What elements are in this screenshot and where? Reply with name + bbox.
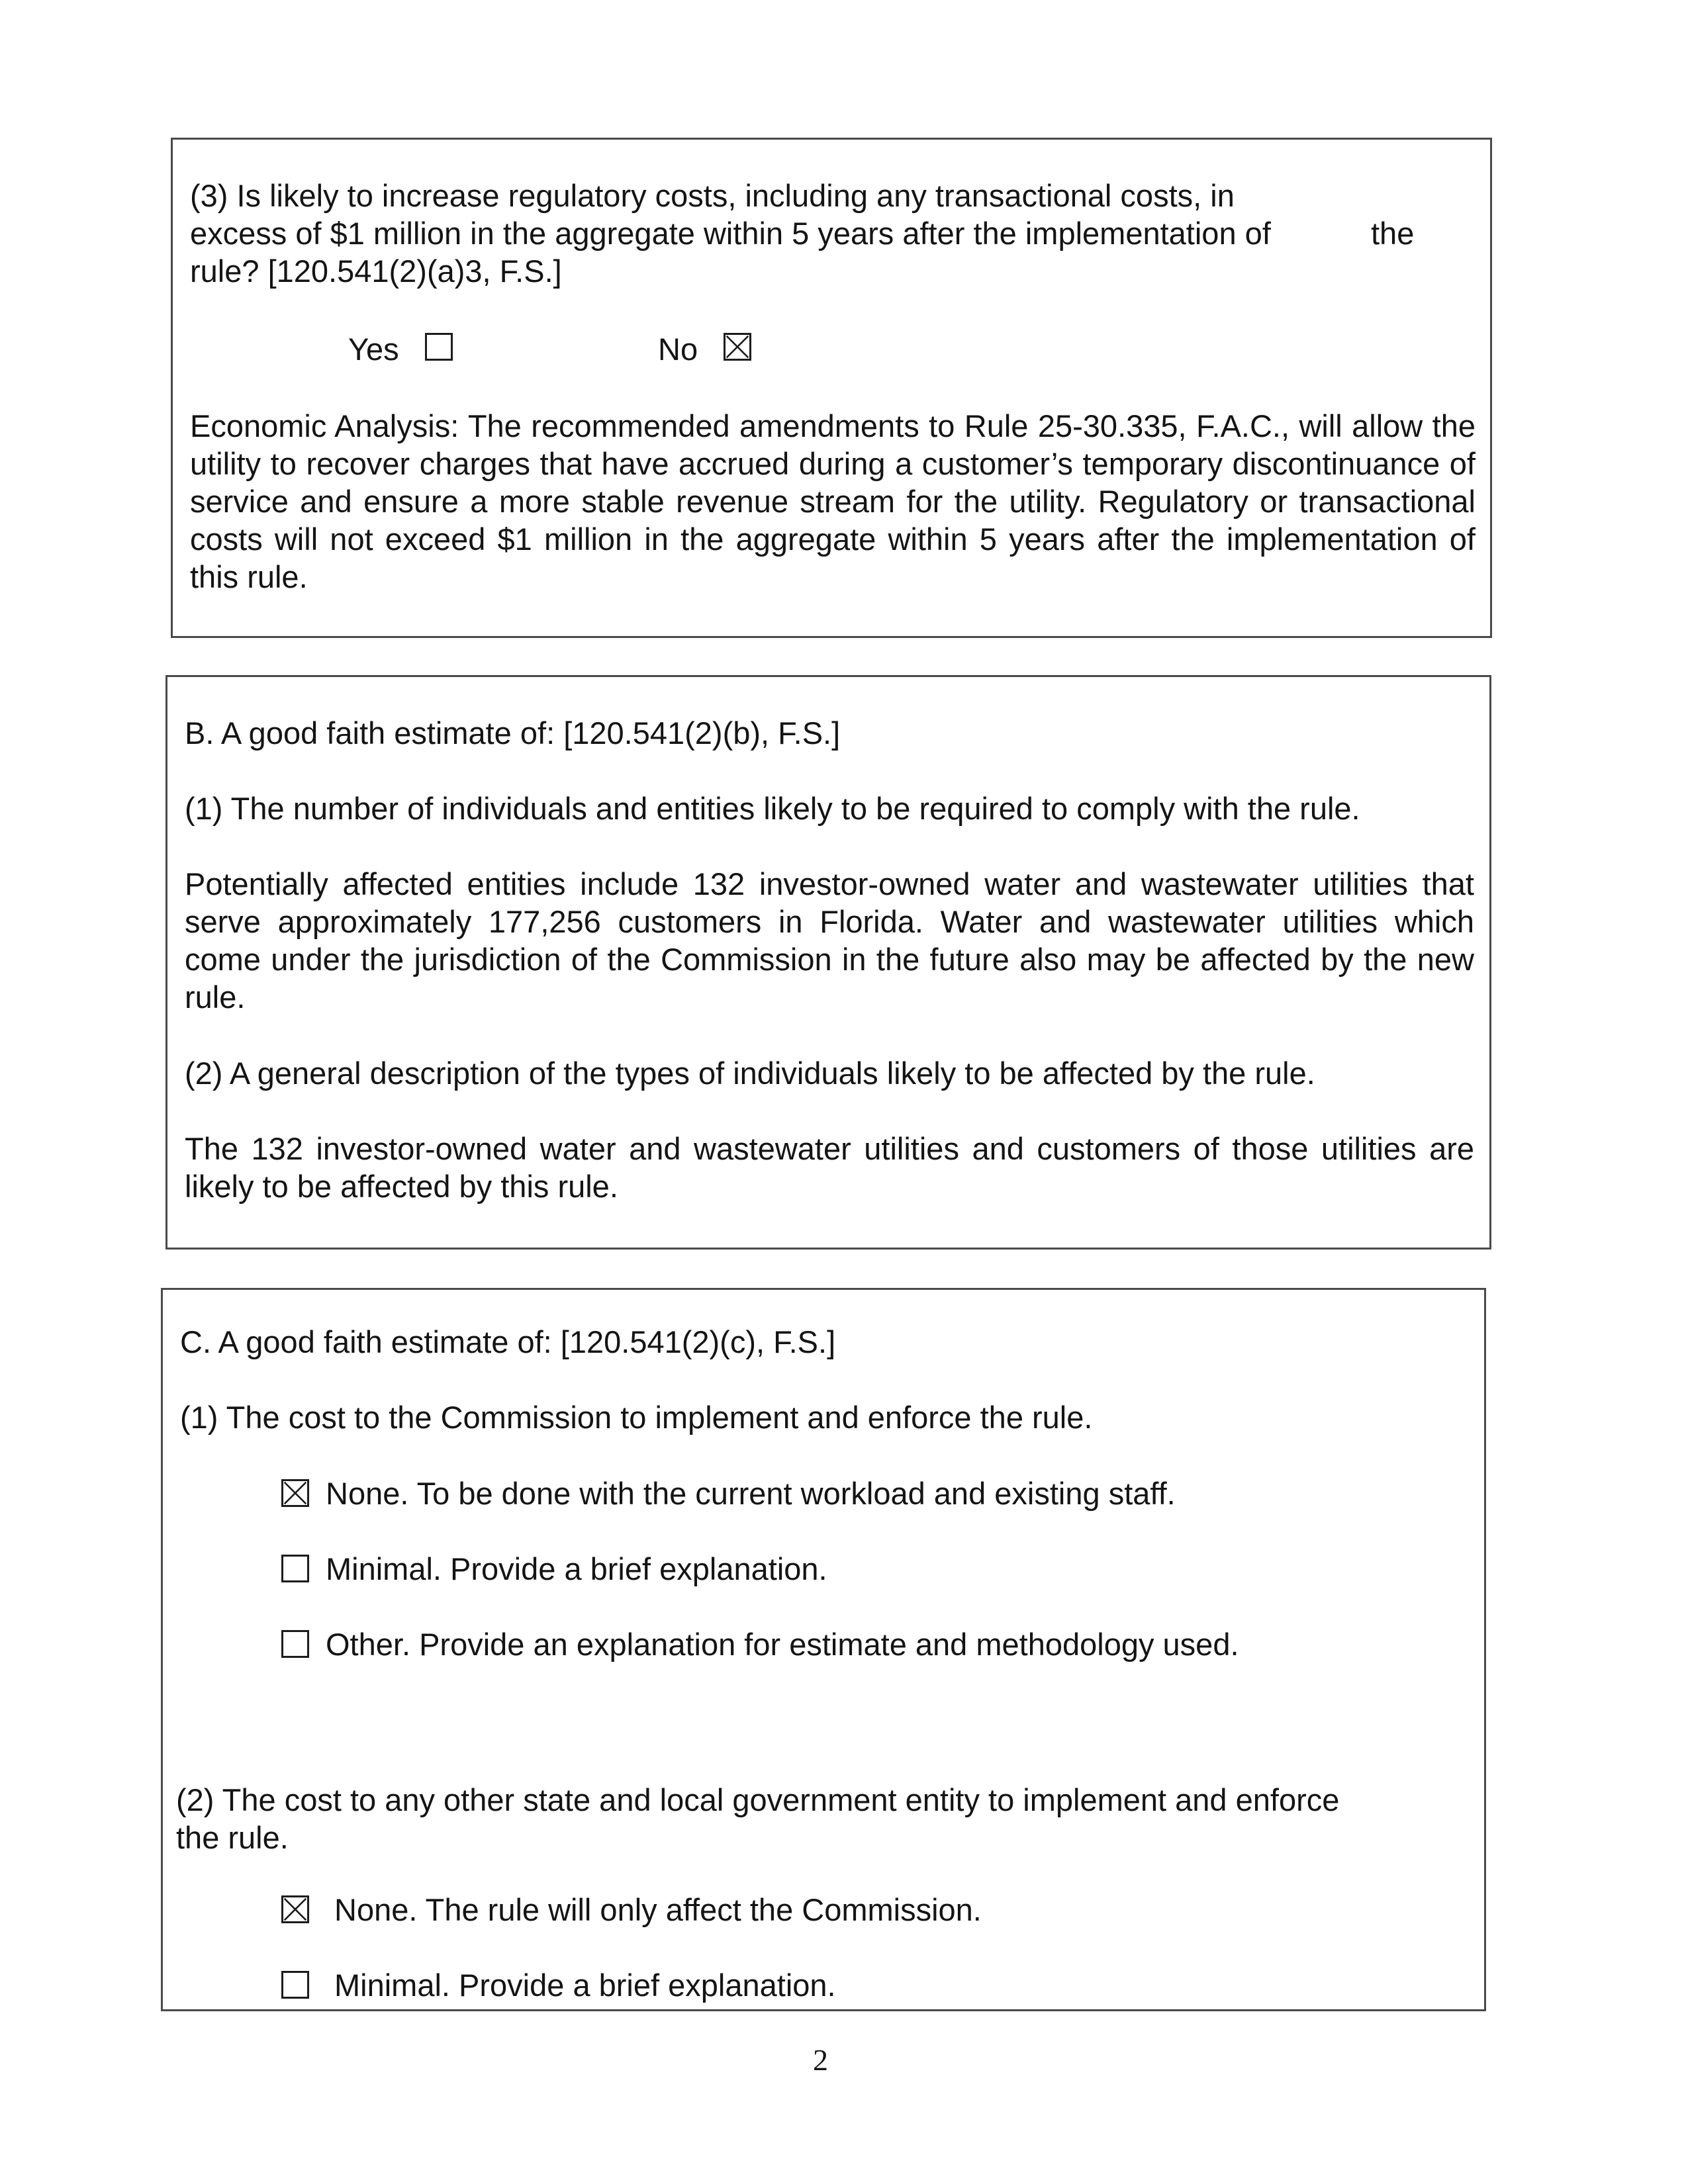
option-minimal-q1-label: Minimal. Provide a brief explanation. — [326, 1551, 827, 1586]
question-text-line-1: (3) Is likely to increase regulatory costs, including any transactional costs, in — [190, 178, 1235, 213]
minimal-checkbox-q2[interactable] — [281, 1971, 309, 1999]
section-c-question-2-line-2: the rule. — [176, 1820, 289, 1855]
minimal-checkbox-q1[interactable] — [281, 1555, 309, 1582]
question-text-line-2-end: the — [1371, 216, 1415, 251]
section-c-question-2-line-1: (2) The cost to any other state and local government entity to implement and enforce — [176, 1782, 1340, 1817]
page-number: 2 — [813, 2043, 828, 2077]
none-checkbox-q1[interactable] — [281, 1479, 309, 1507]
question-text-line-3: rule? [120.541(2)(a)3, F.S.] — [190, 253, 562, 289]
option-none-q1-label: None. To be done with the current workload and existing staff. — [326, 1476, 1176, 1511]
section-b-question-2: (2) A general description of the types of individuals likely to be affected by the rule. — [185, 1056, 1315, 1091]
section-b-question-1: (1) The number of individuals and entities likely to be required to comply with the rule. — [185, 791, 1360, 826]
none-checkbox-q2[interactable] — [281, 1895, 309, 1923]
checkbox-x-icon — [283, 1897, 307, 1921]
yes-label: Yes — [348, 332, 399, 367]
checkbox-x-icon — [283, 1481, 307, 1505]
other-checkbox-q1[interactable] — [281, 1630, 309, 1658]
section-b-answer-1: Potentially affected entities include 132 investor-owned water and wastewater utilities that serve approximately 177,256 customers in Florida. Water and wastewater utilities which come under the jurisdiction of the Commission in the future also may be affected by the new rule. — [185, 866, 1474, 1015]
section-b-heading: B. A good faith estimate of: [120.541(2)(b), F.S.] — [185, 715, 841, 751]
yes-checkbox[interactable] — [425, 333, 453, 361]
section-b-box — [165, 675, 1491, 1250]
section-c-box — [161, 1288, 1486, 2011]
question-text-line-2: excess of $1 million in the aggregate within 5 years after the implementation of — [190, 216, 1271, 251]
option-other-q1-label: Other. Provide an explanation for estimate and methodology used. — [326, 1627, 1239, 1662]
no-checkbox[interactable] — [724, 333, 751, 361]
section-a3-box — [171, 138, 1492, 638]
section-b-answer-2: The 132 investor-owned water and wastewater utilities and customers of those utilities are likely to be affected by this rule. — [185, 1131, 1474, 1204]
option-minimal-q2-label: Minimal. Provide a brief explanation. — [334, 1968, 836, 2003]
no-label: No — [658, 332, 698, 367]
option-none-q2-label: None. The rule will only affect the Commission. — [334, 1892, 982, 1927]
section-c-question-1: (1) The cost to the Commission to implement and enforce the rule. — [180, 1400, 1093, 1435]
section-c-heading: C. A good faith estimate of: [120.541(2)(c), F.S.] — [180, 1324, 836, 1359]
checkbox-x-icon — [726, 335, 749, 359]
economic-analysis-text: Economic Analysis: The recommended amendments to Rule 25-30.335, F.A.C., will allow the utility to recover charges that have accrued during a customer’s temporary discontinuance of service and ensure a more stable revenue stream for the utility. Regulatory or transactional costs will not exceed $1 million in the aggregate within 5 years after the implementation of this rule. — [190, 408, 1476, 594]
